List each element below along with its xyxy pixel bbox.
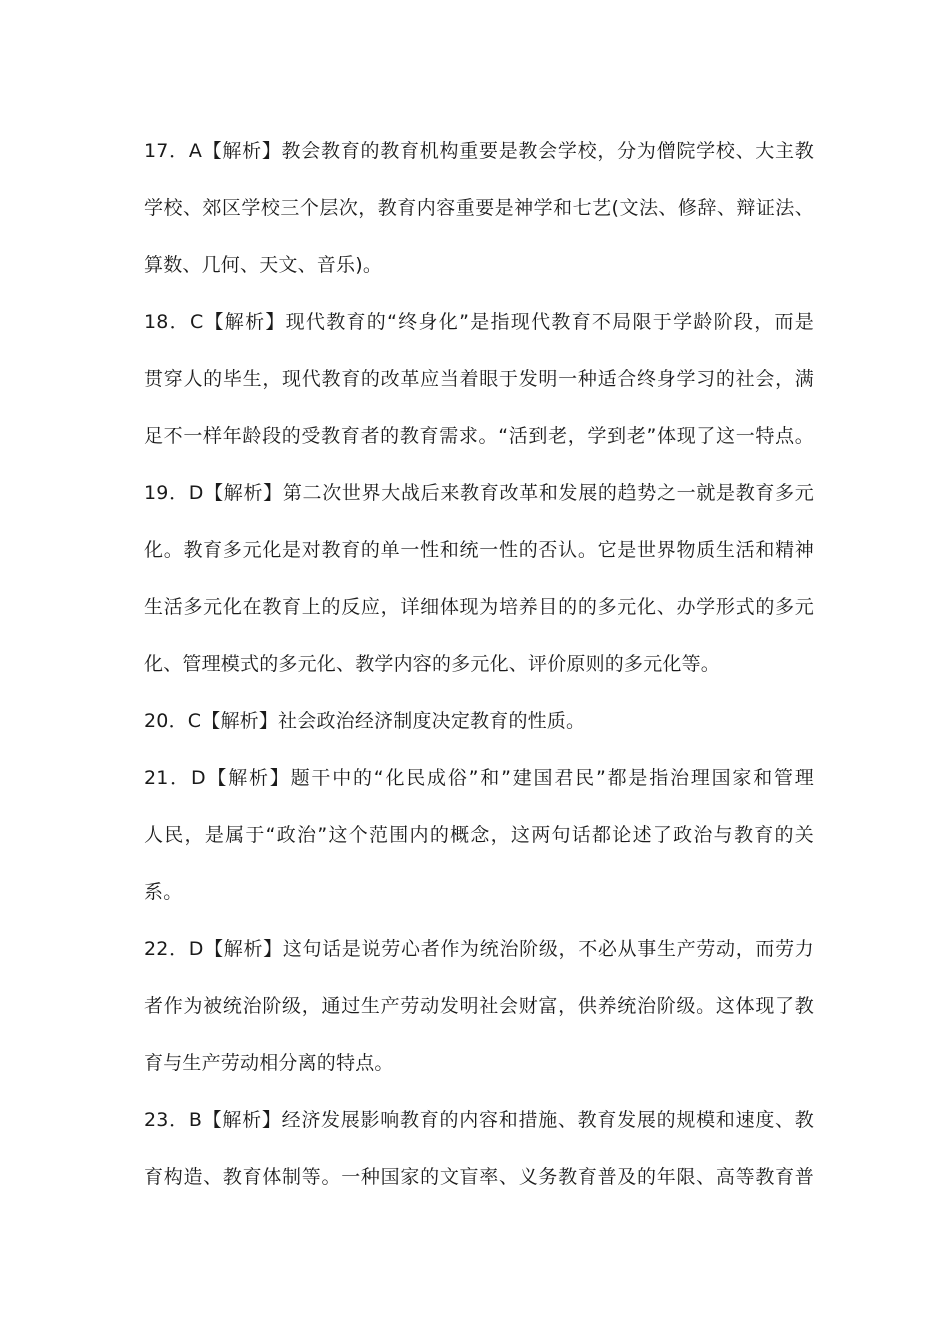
text-line: 育构造、教育体制等。一种国家的文盲率、义务教育普及的年限、高等教育普 (144, 1166, 814, 1188)
text-line: 者作为被统治阶级，通过生产劳动发明社会财富，供养统治阶级。这体现了教 (144, 995, 814, 1017)
text-line: 17．A【解析】教会教育的教育机构重要是教会学校，分为僧院学校、大主教 (144, 140, 814, 162)
text-line: 化。教育多元化是对教育的单一性和统一性的否认。它是世界物质生活和精神 (144, 539, 814, 561)
text-line: 学校、郊区学校三个层次，教育内容重要是神学和七艺(文法、修辞、辩证法、 (144, 197, 814, 219)
text-line: 育与生产劳动相分离的特点。 (144, 1052, 394, 1074)
text-line: 19．D【解析】第二次世界大战后来教育改革和发展的趋势之一就是教育多元 (144, 482, 814, 504)
text-line: 22．D【解析】这句话是说劳心者作为统治阶级，不必从事生产劳动，而劳力 (144, 938, 814, 960)
text-line: 算数、几何、天文、音乐)。 (144, 254, 383, 276)
text-line: 足不一样年龄段的受教育者的教育需求。“活到老，学到老”体现了这一特点。 (144, 425, 814, 447)
text-line: 生活多元化在教育上的反应，详细体现为培养目的的多元化、办学形式的多元 (144, 596, 814, 618)
text-line: 23．B【解析】经济发展影响教育的内容和措施、教育发展的规模和速度、教 (144, 1109, 814, 1131)
text-line: 化、管理模式的多元化、教学内容的多元化、评价原则的多元化等。 (144, 653, 721, 675)
text-line: 20．C【解析】社会政治经济制度决定教育的性质。 (144, 710, 586, 732)
text-line: 贯穿人的毕生，现代教育的改革应当着眼于发明一种适合终身学习的社会，满 (144, 368, 814, 390)
text-line: 18．C【解析】现代教育的“终身化”是指现代教育不局限于学龄阶段，而是 (144, 311, 814, 333)
text-line: 21．D【解析】题干中的“化民成俗”和”建国君民”都是指治理国家和管理 (144, 767, 814, 789)
text-line: 人民，是属于“政治”这个范围内的概念，这两句话都论述了政治与教育的关 (144, 824, 814, 846)
text-line: 系。 (144, 881, 183, 903)
